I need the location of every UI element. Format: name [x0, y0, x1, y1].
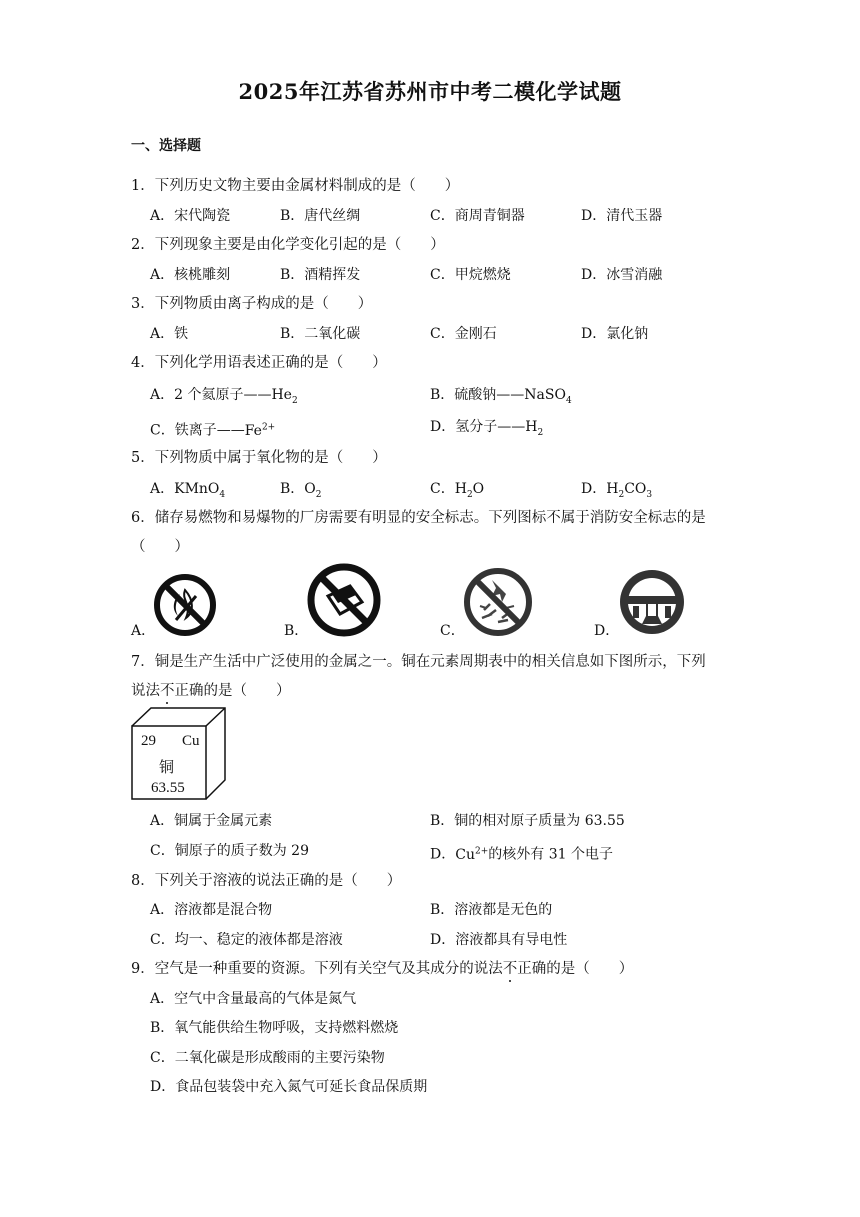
question-5-stem: 5．下列物质中属于氧化物的是（ ） — [131, 450, 387, 466]
q1-option-d[interactable]: D．清代玉器 — [581, 208, 663, 224]
q5-option-b[interactable] — [280, 479, 322, 505]
option-label: C．铁离子—— — [150, 422, 245, 439]
question-7-stem: 7．铜是生产生活中广泛使用的金属之一。铜在元素周期表中的相关信息如下图所示，下列 — [131, 654, 706, 670]
q2-option-a[interactable]: A．核桃雕刻 — [150, 267, 231, 283]
option-label: D．氢分子—— — [430, 419, 526, 435]
option-label: C． — [430, 481, 455, 497]
option-label: D． — [581, 481, 607, 497]
no-fireworks-icon — [462, 566, 534, 638]
q7-option-a[interactable]: A．铜属于金属元素 — [150, 813, 273, 829]
chem-formula: KMnO$_4$ — [174, 481, 226, 500]
q7-option-b[interactable]: B．铜的相对原子质量为 63.55 — [430, 813, 625, 829]
element-symbol: Cu — [182, 733, 200, 749]
q2-option-b[interactable]: B．酒精挥发 — [280, 267, 361, 283]
q6-option-a[interactable]: A． — [131, 623, 156, 639]
chem-formula: NaSO$_4$ — [524, 387, 572, 406]
question-4-stem: 4．下列化学用语表述正确的是（ ） — [131, 355, 387, 371]
chem-formula: $Fe^{2+}$ — [244, 422, 276, 439]
option-label: B．硫酸钠—— — [430, 387, 525, 403]
q8-option-a[interactable]: A．溶液都是混合物 — [150, 902, 273, 918]
question-3-stem: 3．下列物质由离子构成的是（ ） — [131, 296, 373, 312]
q4-option-c[interactable] — [150, 417, 275, 441]
q9-option-c[interactable]: C．二氧化碳是形成酸雨的主要污染物 — [150, 1050, 385, 1066]
option-label: D． — [430, 846, 456, 863]
emphasis-not: 不 — [160, 683, 175, 699]
q8-option-b[interactable]: B．溶液都是无色的 — [430, 902, 553, 918]
water-saving-icon — [616, 566, 688, 638]
question-9-stem: 9．空气是一种重要的资源。下列有关空气及其成分的说法不正确的是（ ） — [131, 961, 634, 977]
q9-option-d[interactable]: D．食品包装袋中充入氮气可延长食品保质期 — [150, 1079, 428, 1095]
element-number: 29 — [141, 733, 156, 749]
q3-option-d[interactable]: D．氯化钠 — [581, 326, 649, 342]
q8-option-c[interactable]: C．均一、稳定的液体都是溶液 — [150, 932, 343, 948]
element-mass: 63.55 — [151, 780, 185, 796]
q1-option-a[interactable]: A．宋代陶瓷 — [150, 208, 231, 224]
q3-option-c[interactable]: C．金刚石 — [430, 326, 497, 342]
option-label: A． — [150, 481, 175, 497]
q4-option-d[interactable] — [430, 417, 543, 443]
element-name: 铜 — [159, 758, 175, 776]
q3-option-b[interactable]: B．二氧化碳 — [280, 326, 361, 342]
no-fire-icon — [152, 572, 218, 638]
question-7-stem-cont: 说法不正确的是（ ） — [131, 683, 291, 699]
page-title: 2025年江苏省苏州市中考二模化学试题 — [238, 79, 622, 104]
q9-option-b[interactable]: B．氧气能供给生物呼吸，支持燃料燃烧 — [150, 1020, 399, 1036]
q8-option-d[interactable]: D．溶液都具有导电性 — [430, 932, 568, 948]
q5-option-a[interactable] — [150, 479, 225, 505]
chem-formula: $Cu^{2+}$ — [455, 846, 489, 863]
section-heading: 一、选择题 — [131, 138, 201, 154]
q2-option-d[interactable]: D．冰雪消融 — [581, 267, 663, 283]
q3-option-a[interactable]: A．铁 — [150, 326, 189, 342]
q7-option-d[interactable]: D．$Cu^{2+}$的核外有 31 个电子 — [430, 846, 613, 863]
chem-formula: $He_2$ — [271, 387, 298, 406]
question-6-stem-cont: （ ） — [131, 539, 189, 555]
q6-option-d[interactable]: D． — [594, 623, 620, 639]
q4-option-a[interactable] — [150, 385, 298, 411]
q2-option-c[interactable]: C．甲烷燃烧 — [430, 267, 511, 283]
q5-option-c[interactable] — [430, 479, 484, 505]
chem-formula: $H_2O$ — [454, 481, 485, 500]
q1-option-b[interactable]: B．唐代丝绸 — [280, 208, 361, 224]
question-8-stem: 8．下列关于溶液的说法正确的是（ ） — [131, 873, 402, 889]
q1-option-c[interactable]: C．商周青铜器 — [430, 208, 525, 224]
chem-formula: $H_2$ — [525, 419, 544, 438]
emphasis-not: 不 — [502, 961, 518, 977]
no-matches-icon — [306, 562, 382, 638]
option-label: A．2 个氦原子—— — [150, 387, 272, 403]
q4-option-b[interactable] — [430, 385, 572, 411]
q5-option-d[interactable] — [581, 479, 652, 505]
chem-formula: $H_2CO_3$ — [606, 481, 653, 500]
q9-option-a[interactable]: A．空气中含量最高的气体是氮气 — [150, 991, 357, 1007]
chem-formula: $O_2$ — [304, 481, 322, 500]
q7-option-c[interactable]: C．铜原子的质子数为 29 — [150, 843, 309, 859]
question-1-stem: 1．下列历史文物主要由金属材料制成的是（ ） — [131, 178, 460, 194]
q6-option-c[interactable]: C． — [440, 623, 465, 639]
question-6-stem: 6．储存易燃物和易爆物的厂房需要有明显的安全标志。下列图标不属于消防安全标志的是 — [131, 510, 706, 526]
option-label: B． — [280, 481, 305, 497]
q6-option-b[interactable]: B． — [284, 623, 309, 639]
question-2-stem: 2．下列现象主要是由化学变化引起的是（ ） — [131, 237, 445, 253]
